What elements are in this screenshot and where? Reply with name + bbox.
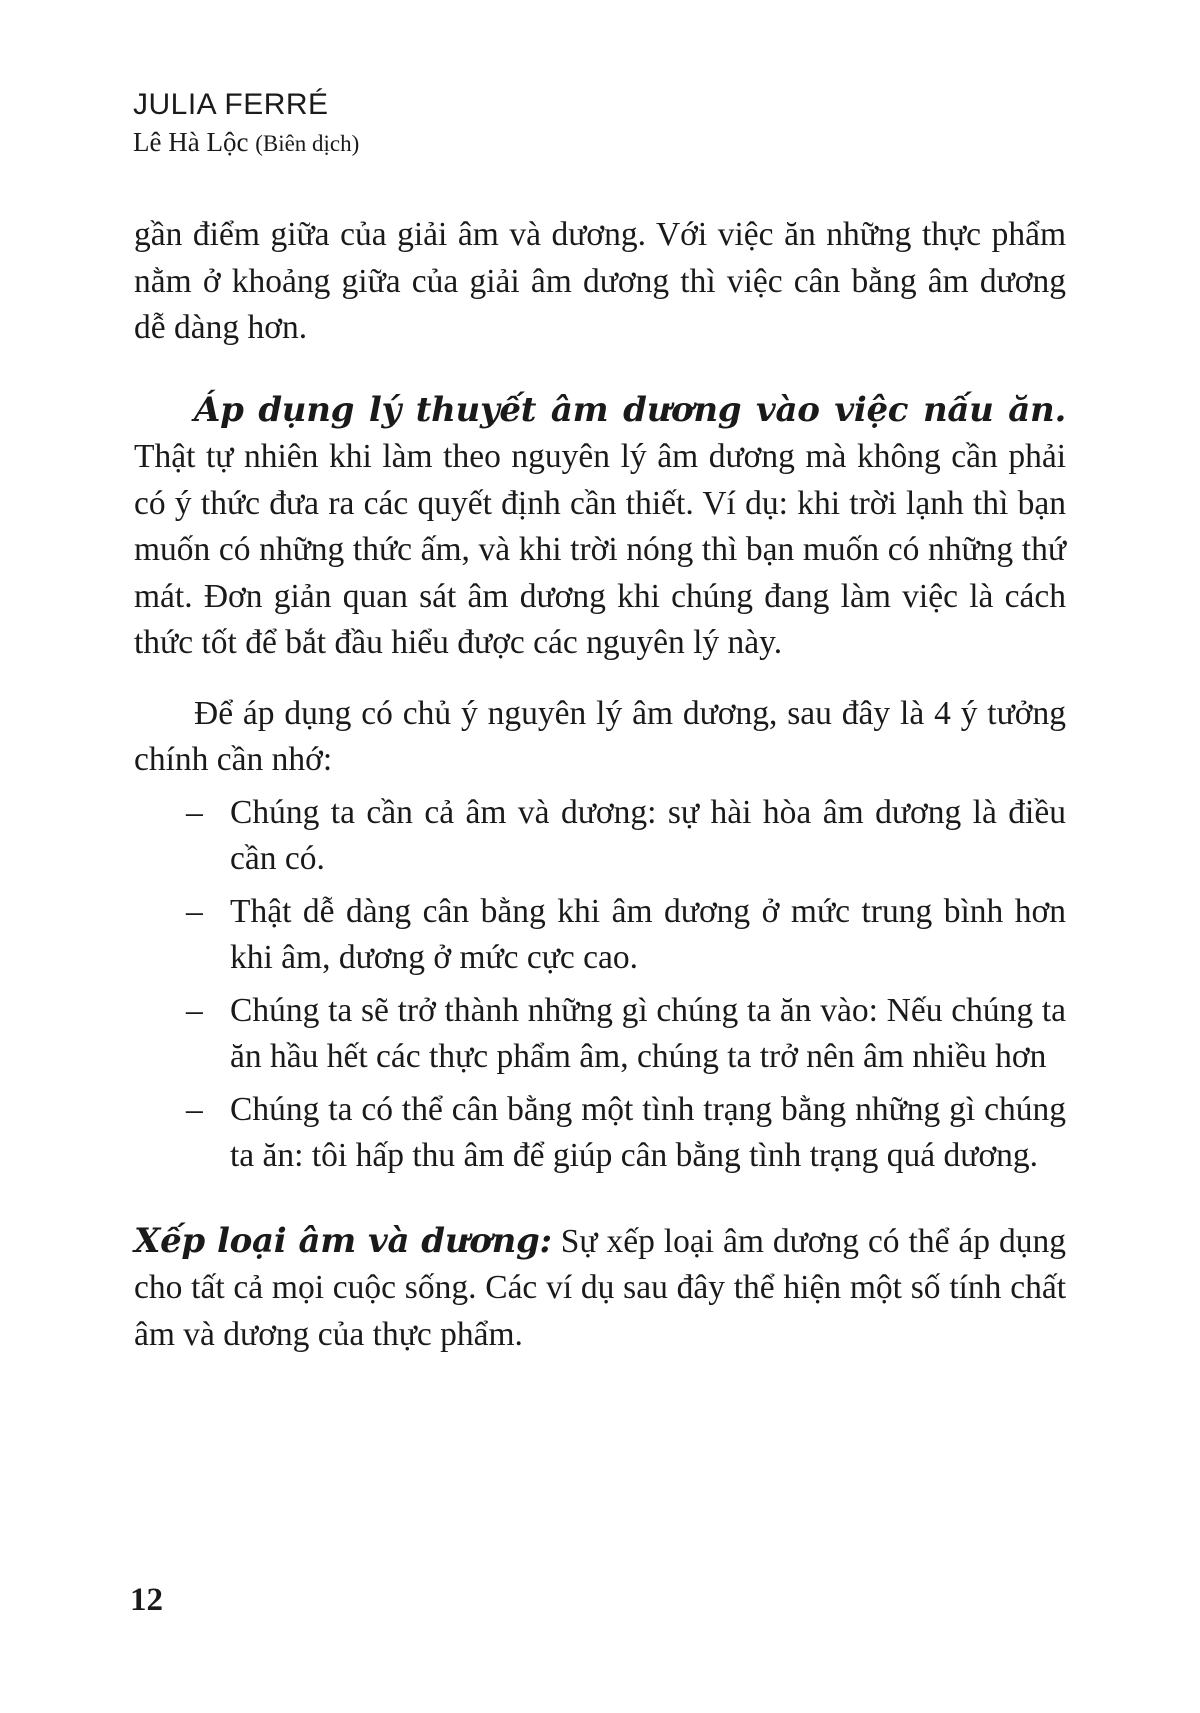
author-name: JULIA FERRÉ: [133, 88, 329, 121]
bullet-dash: –: [186, 991, 203, 1029]
ideas-list: [134, 790, 1066, 1180]
paragraph-1: gần điểm giữa của giải âm và dương. Với việc ăn những thực phẩm nằm ở khoảng giữa của giải âm dương thì việc cân bằng âm dương dễ dàng hơn.: [134, 216, 1066, 346]
list-item: [134, 790, 1066, 883]
bullet-dash: –: [186, 793, 203, 831]
paragraph-4: [134, 1218, 1066, 1359]
translator-line: [133, 122, 359, 164]
list-item-text: Chúng ta cần cả âm và dương: sự hài hòa âm dương là điều cần có.: [230, 793, 1066, 877]
section-heading-classification: Xếp loại âm và dương:: [134, 1220, 552, 1261]
running-header: [133, 88, 359, 164]
paragraph-4-text: Sự xếp loại âm dương có thể áp dụng cho tất cả mọi cuộc sống. Các ví dụ sau đây thể hiện một số tính chất âm và dương của thực phẩm.: [134, 1222, 1066, 1353]
list-item: [134, 988, 1066, 1081]
translator-name: Lê Hà Lộc: [133, 127, 249, 157]
section-heading-cooking: Áp dụng lý thuyết âm dương vào việc nấu ăn.: [194, 389, 1066, 430]
bullet-dash: –: [186, 892, 203, 930]
page-number: 12: [130, 1582, 163, 1618]
bullet-dash: –: [186, 1090, 203, 1128]
list-item-text: Chúng ta sẽ trở thành những gì chúng ta ăn vào: Nếu chúng ta ăn hầu hết các thực phẩm âm, chúng ta trở nên âm nhiều hơn: [230, 991, 1066, 1075]
paragraph-3: Để áp dụng có chủ ý nguyên lý âm dương, sau đây là 4 ý tưởng chính cần nhớ:: [134, 694, 1066, 778]
body-text: [134, 212, 1066, 1358]
translator-role: (Biên dịch): [255, 131, 360, 156]
paragraph-2: [134, 387, 1066, 667]
list-item: [134, 889, 1066, 982]
paragraph-2-text: Thật tự nhiên khi làm theo nguyên lý âm dương mà không cần phải có ý thức đưa ra các quyết định cần thiết. Ví dụ: khi trời lạnh thì bạn muốn có những thức ấm, và khi trời nóng thì bạn muốn có những thứ mát. Đơn giản quan sát âm dương khi chúng đang làm việc là cách thức tốt để bắt đầu hiểu được các nguyên lý này.: [134, 438, 1066, 661]
list-item: [134, 1087, 1066, 1180]
list-item-text: Thật dễ dàng cân bằng khi âm dương ở mức trung bình hơn khi âm, dương ở mức cực cao.: [230, 892, 1066, 976]
list-item-text: Chúng ta có thể cân bằng một tình trạng bằng những gì chúng ta ăn: tôi hấp thu âm để giúp cân bằng tình trạng quá dương.: [230, 1090, 1066, 1174]
